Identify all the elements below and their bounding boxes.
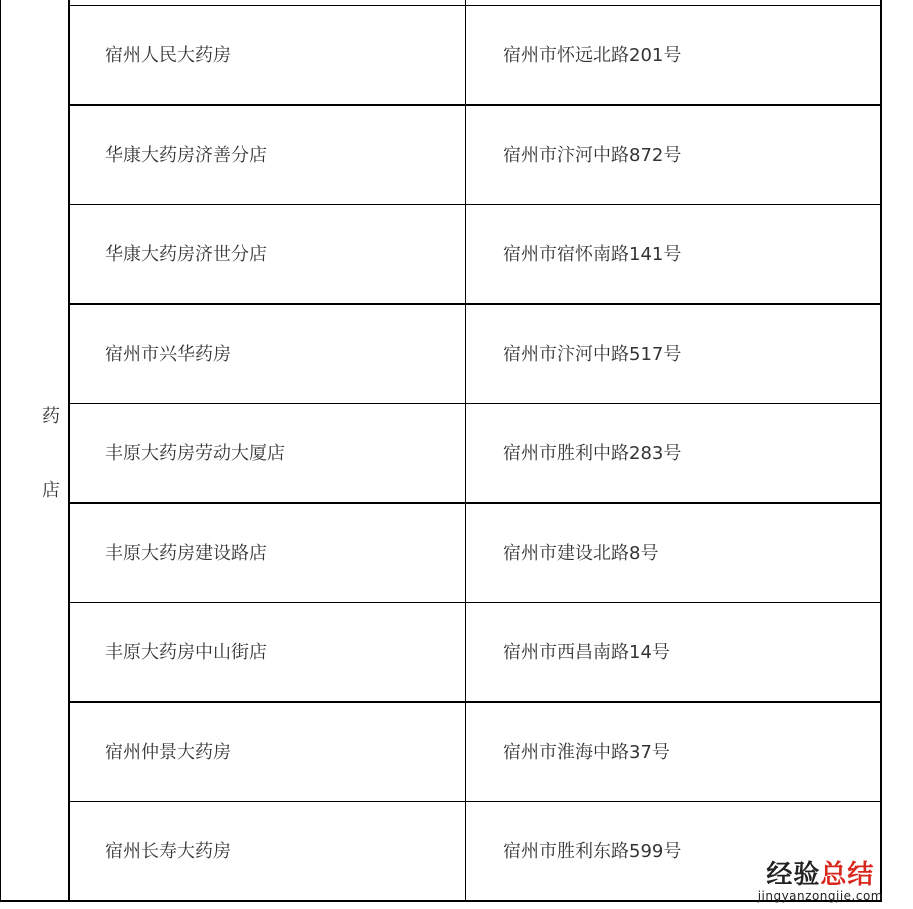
pharmacy-address: 宿州市汴河中路517号	[503, 344, 682, 365]
pharmacy-name: 丰原大药房建设路店	[105, 543, 267, 564]
pharmacy-address: 宿州市西昌南路14号	[503, 642, 670, 663]
pharmacy-name: 丰原大药房中山街店	[105, 642, 267, 663]
table-right-border	[880, 0, 882, 902]
row-divider	[68, 502, 882, 504]
row-top-border	[68, 5, 882, 6]
row-divider	[68, 403, 882, 404]
pharmacy-address: 宿州市胜利东路599号	[503, 841, 682, 862]
watermark-logo	[758, 861, 883, 889]
pharmacy-address: 宿州市建设北路8号	[503, 543, 659, 564]
pharmacy-name: 丰原大药房劳动大厦店	[105, 443, 285, 464]
pharmacy-address: 宿州市胜利中路283号	[503, 443, 682, 464]
watermark	[758, 861, 883, 903]
row-divider	[68, 303, 882, 305]
pharmacy-name: 宿州仲景大药房	[105, 742, 231, 763]
pharmacy-address: 宿州市宿怀南路141号	[503, 244, 682, 265]
pharmacy-name: 华康大药房济善分店	[105, 145, 267, 166]
category-label-char-1: 药	[42, 406, 60, 427]
row-divider	[68, 801, 882, 802]
row-divider	[68, 104, 882, 106]
table-left-border	[0, 0, 1, 902]
row-divider	[68, 701, 882, 703]
column-divider-category	[68, 0, 70, 902]
pharmacy-address: 宿州市怀远北路201号	[503, 45, 682, 66]
pharmacy-address: 宿州市淮海中路37号	[503, 742, 670, 763]
row-divider	[68, 602, 882, 603]
pharmacy-name: 华康大药房济世分店	[105, 244, 267, 265]
pharmacy-name: 宿州长寿大药房	[105, 841, 231, 862]
category-label-char-2: 店	[42, 480, 60, 501]
table-bottom-border	[0, 900, 882, 902]
watermark-part2: 总结	[820, 860, 875, 890]
row-divider	[68, 204, 882, 205]
watermark-url: jingyanzongjie.com	[757, 889, 883, 903]
column-divider-name	[465, 0, 466, 902]
pharmacy-name: 宿州市兴华药房	[105, 344, 231, 365]
pharmacy-address: 宿州市汴河中路872号	[503, 145, 682, 166]
watermark-part1: 经验	[766, 860, 821, 890]
pharmacy-name: 宿州人民大药房	[105, 45, 231, 66]
